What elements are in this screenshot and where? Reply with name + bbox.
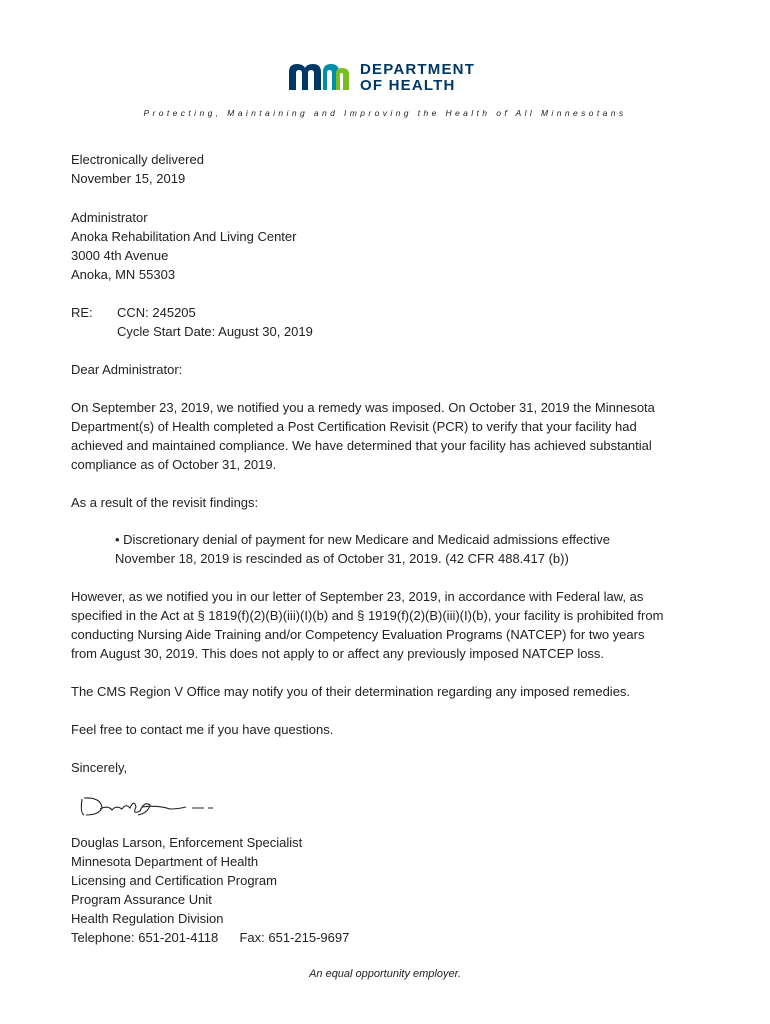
signature-block [71,833,349,947]
recipient-title: Administrator [71,210,148,225]
paragraph-contact: Feel free to contact me if you have questions. [71,722,334,737]
logo-line-1: DEPARTMENT [360,61,476,78]
signer-org: Minnesota Department of Health [71,854,259,869]
paragraph-line: conducting Nursing Aide Training and/or Competency Evaluation Programs (NATCEP) for two years [71,627,645,642]
re-ccn: CCN: 245205 [117,305,196,320]
re-cycle-date: Cycle Start Date: August 30, 2019 [117,324,313,339]
mn-logo-mark-icon [289,62,353,90]
recipient-street: 3000 4th Avenue [71,248,169,263]
recipient-facility: Anoka Rehabilitation And Living Center [71,229,297,244]
paragraph-line: from August 30, 2019. This does not apply to or affect any previously imposed NATCEP loss. [71,646,605,661]
logo-text [360,62,475,94]
letter-date: November 15, 2019 [71,171,186,186]
bullet-line: November 18, 2019 is rescinded as of October 31, 2019. (42 CFR 488.417 (b)) [115,551,569,566]
signer-telephone: Telephone: 651-201-4118 [71,930,219,945]
paragraph-findings-intro: As a result of the revisit findings: [71,495,259,510]
bullet-line: • Discretionary denial of payment for new Medicare and Medicaid admissions effective [115,532,610,547]
signer-name-title: Douglas Larson, Enforcement Specialist [71,835,303,850]
closing: Sincerely, [71,760,128,775]
paragraph-natcep [71,587,663,663]
signer-program: Licensing and Certification Program [71,873,277,888]
paragraph-line: On September 23, 2019, we notified you a remedy was imposed. On October 31, 2019 the Minnesota [71,400,655,415]
paragraph-line: specified in the Act at § 1819(f)(2)(B)(iii)(I)(b) and § 1919(f)(2)(B)(iii)(I)(b), your facility is prohibited from [71,608,664,623]
findings-bullet [115,530,610,568]
re-block [117,303,313,341]
signer-fax: Fax: 651-215-9697 [239,930,350,945]
delivery-block [71,150,204,188]
delivery-method: Electronically delivered [71,152,204,167]
paragraph-cms: The CMS Region V Office may notify you of their determination regarding any imposed remedies. [71,684,631,699]
handwritten-signature [78,793,218,821]
mdh-logo [289,60,489,100]
paragraph-remedy [71,398,655,474]
re-label: RE: [71,305,93,320]
tagline: Protecting, Maintaining and Improving the Health of All Minnesotans [143,108,627,118]
paragraph-line: achieved and maintained compliance. We have determined that your facility has achieved substantial [71,438,652,453]
paragraph-line: However, as we notified you in our letter of September 23, 2019, in accordance with Federal law, as [71,589,644,604]
paragraph-line: Department(s) of Health completed a Post Certification Revisit (PCR) to verify that your facility had [71,419,637,434]
signer-unit: Program Assurance Unit [71,892,212,907]
paragraph-line: compliance as of October 31, 2019. [71,457,277,472]
signer-contact [71,928,349,947]
recipient-address [71,208,296,284]
logo-line-2: OF HEALTH [360,77,456,94]
signer-division: Health Regulation Division [71,911,224,926]
recipient-city: Anoka, MN 55303 [71,267,176,282]
salutation: Dear Administrator: [71,362,183,377]
footer-eoe: An equal opportunity employer. [309,968,461,980]
